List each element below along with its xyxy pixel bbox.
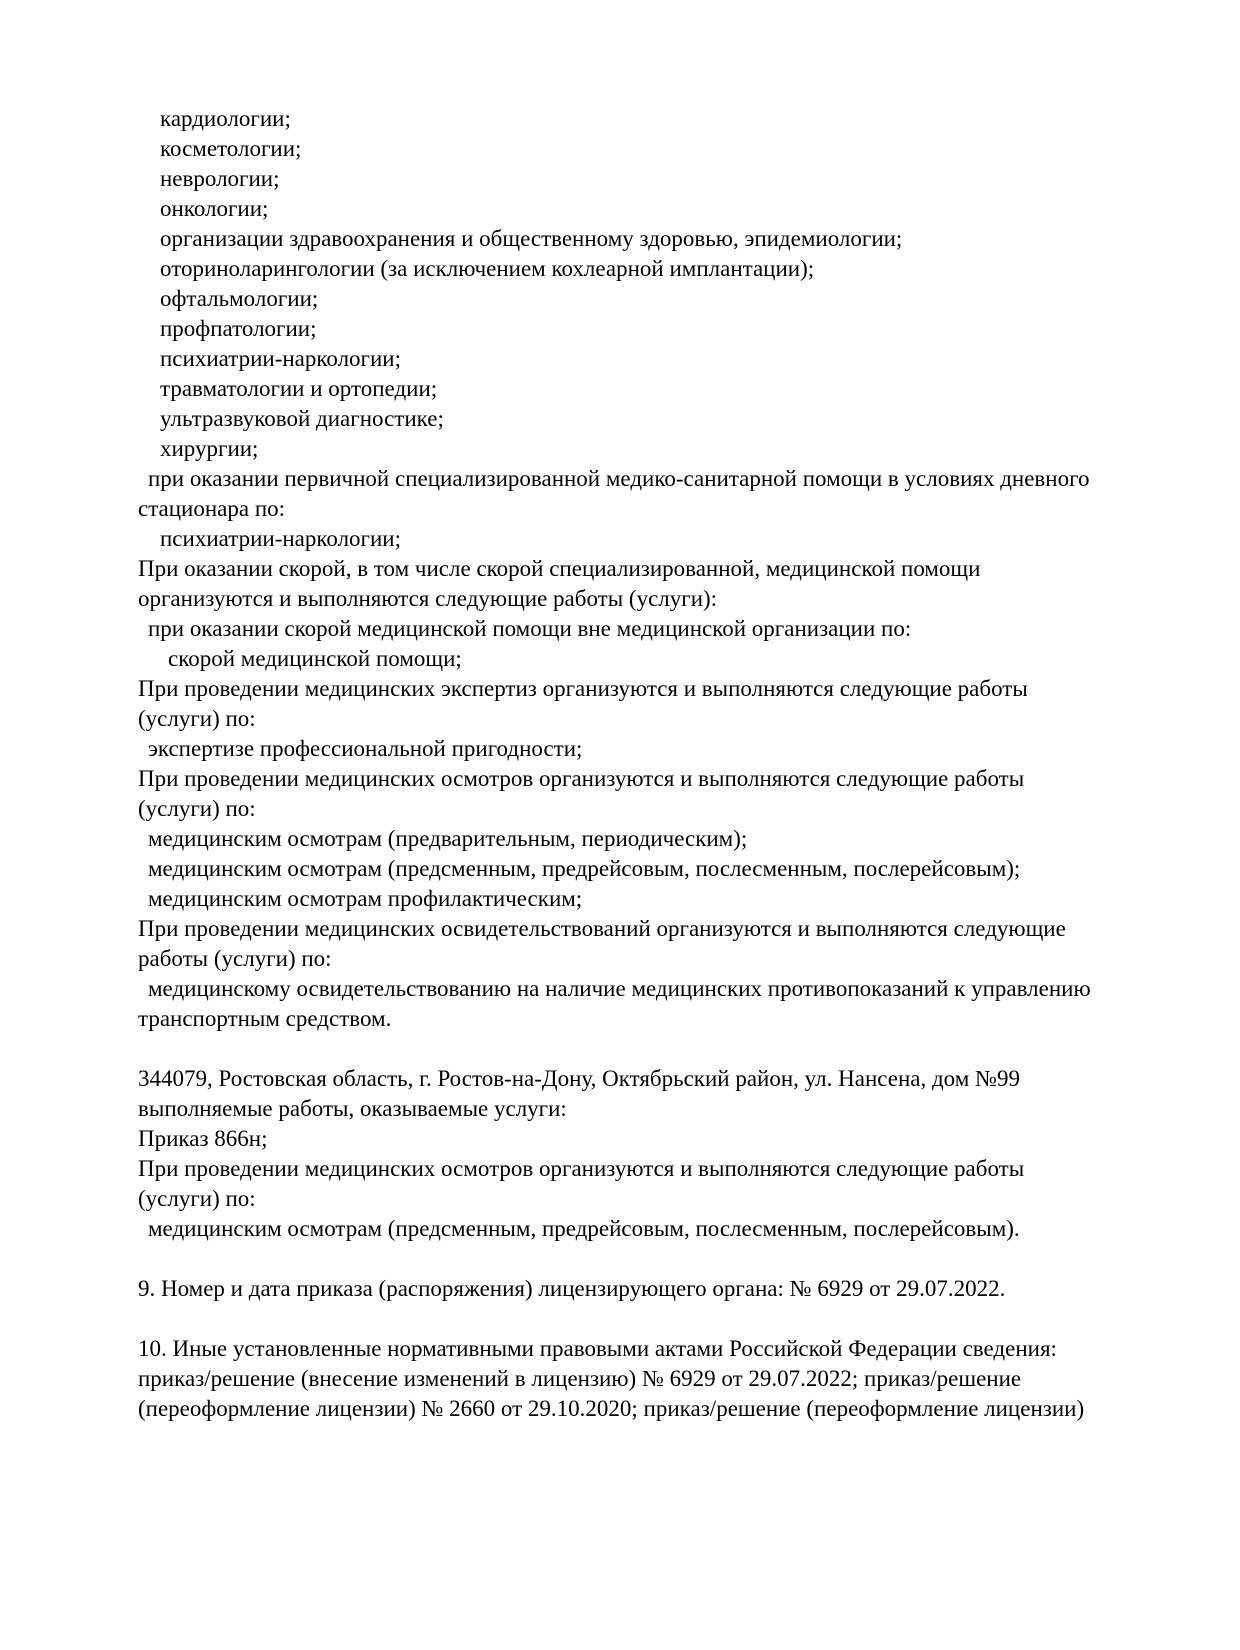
document-body <box>138 104 1128 1424</box>
text-line: При проведении медицинских осмотров организуются и выполняются следующие работы <box>138 766 1025 791</box>
text-line: 10. Иные установленные нормативными правовыми актами Российской Федерации сведения: <box>138 1336 1057 1361</box>
text-line: психиатрии-наркологии; <box>160 346 401 371</box>
text-line: При проведении медицинских освидетельствований организуются и выполняются следующие <box>138 916 1066 941</box>
text-line: экспертизе профессиональной пригодности; <box>148 736 583 761</box>
text-line: (услуги) по: <box>138 706 256 731</box>
text-line: медицинским осмотрам (предварительным, периодическим); <box>148 826 748 851</box>
text-line: медицинским осмотрам (предсменным, предрейсовым, послесменным, послерейсовым); <box>148 856 1021 881</box>
text-line: медицинским осмотрам (предсменным, предрейсовым, послесменным, послерейсовым). <box>148 1216 1020 1241</box>
text-line: оториноларингологии (за исключением кохлеарной имплантации); <box>160 256 815 281</box>
text-line: организуются и выполняются следующие работы (услуги): <box>138 586 718 611</box>
text-line: психиатрии-наркологии; <box>160 526 401 551</box>
text-line: При проведении медицинских экспертиз организуются и выполняются следующие работы <box>138 676 1028 701</box>
text-line: профпатологии; <box>160 316 317 341</box>
text-line: (услуги) по: <box>138 1186 256 1211</box>
text-line: стационара по: <box>138 496 286 521</box>
text-line: (переоформление лицензии) № 2660 от 29.10.2020; приказ/решение (переоформление лицензии) <box>138 1396 1085 1421</box>
text-line: При проведении медицинских осмотров организуются и выполняются следующие работы <box>138 1156 1025 1181</box>
text-line: ультразвуковой диагностике; <box>160 406 444 431</box>
text-line: травматологии и ортопедии; <box>160 376 438 401</box>
text-line: При оказании скорой, в том числе скорой специализированной, медицинской помощи <box>138 556 981 581</box>
text-line: (услуги) по: <box>138 796 256 821</box>
text-line: приказ/решение (внесение изменений в лицензию) № 6929 от 29.07.2022; приказ/решение <box>138 1366 1022 1391</box>
text-line: транспортным средством. <box>138 1006 392 1031</box>
text-line: кардиологии; <box>160 106 291 131</box>
text-line: медицинским осмотрам профилактическим; <box>148 886 583 911</box>
text-line: косметологии; <box>160 136 302 161</box>
text-line: работы (услуги) по: <box>138 946 332 971</box>
text-line: выполняемые работы, оказываемые услуги: <box>138 1096 567 1121</box>
text-line: неврологии; <box>160 166 280 191</box>
text-line: 9. Номер и дата приказа (распоряжения) лицензирующего органа: № 6929 от 29.07.2022. <box>138 1276 1006 1301</box>
text-line: Приказ 866н; <box>138 1126 268 1151</box>
text-line: онкологии; <box>160 196 269 221</box>
text-line: организации здравоохранения и общественному здоровью, эпидемиологии; <box>160 226 903 251</box>
text-line: при оказании скорой медицинской помощи вне медицинской организации по: <box>148 616 912 641</box>
text-line: 344079, Ростовская область, г. Ростов-на-Дону, Октябрьский район, ул. Нансена, дом №99 <box>138 1066 1020 1091</box>
text-line: при оказании первичной специализированной медико-санитарной помощи в условиях дневного <box>148 466 1090 491</box>
text-line: скорой медицинской помощи; <box>168 646 462 671</box>
text-line: хирургии; <box>160 436 259 461</box>
text-line: офтальмологии; <box>160 286 319 311</box>
text-line: медицинскому освидетельствованию на наличие медицинских противопоказаний к управлению <box>148 976 1091 1001</box>
